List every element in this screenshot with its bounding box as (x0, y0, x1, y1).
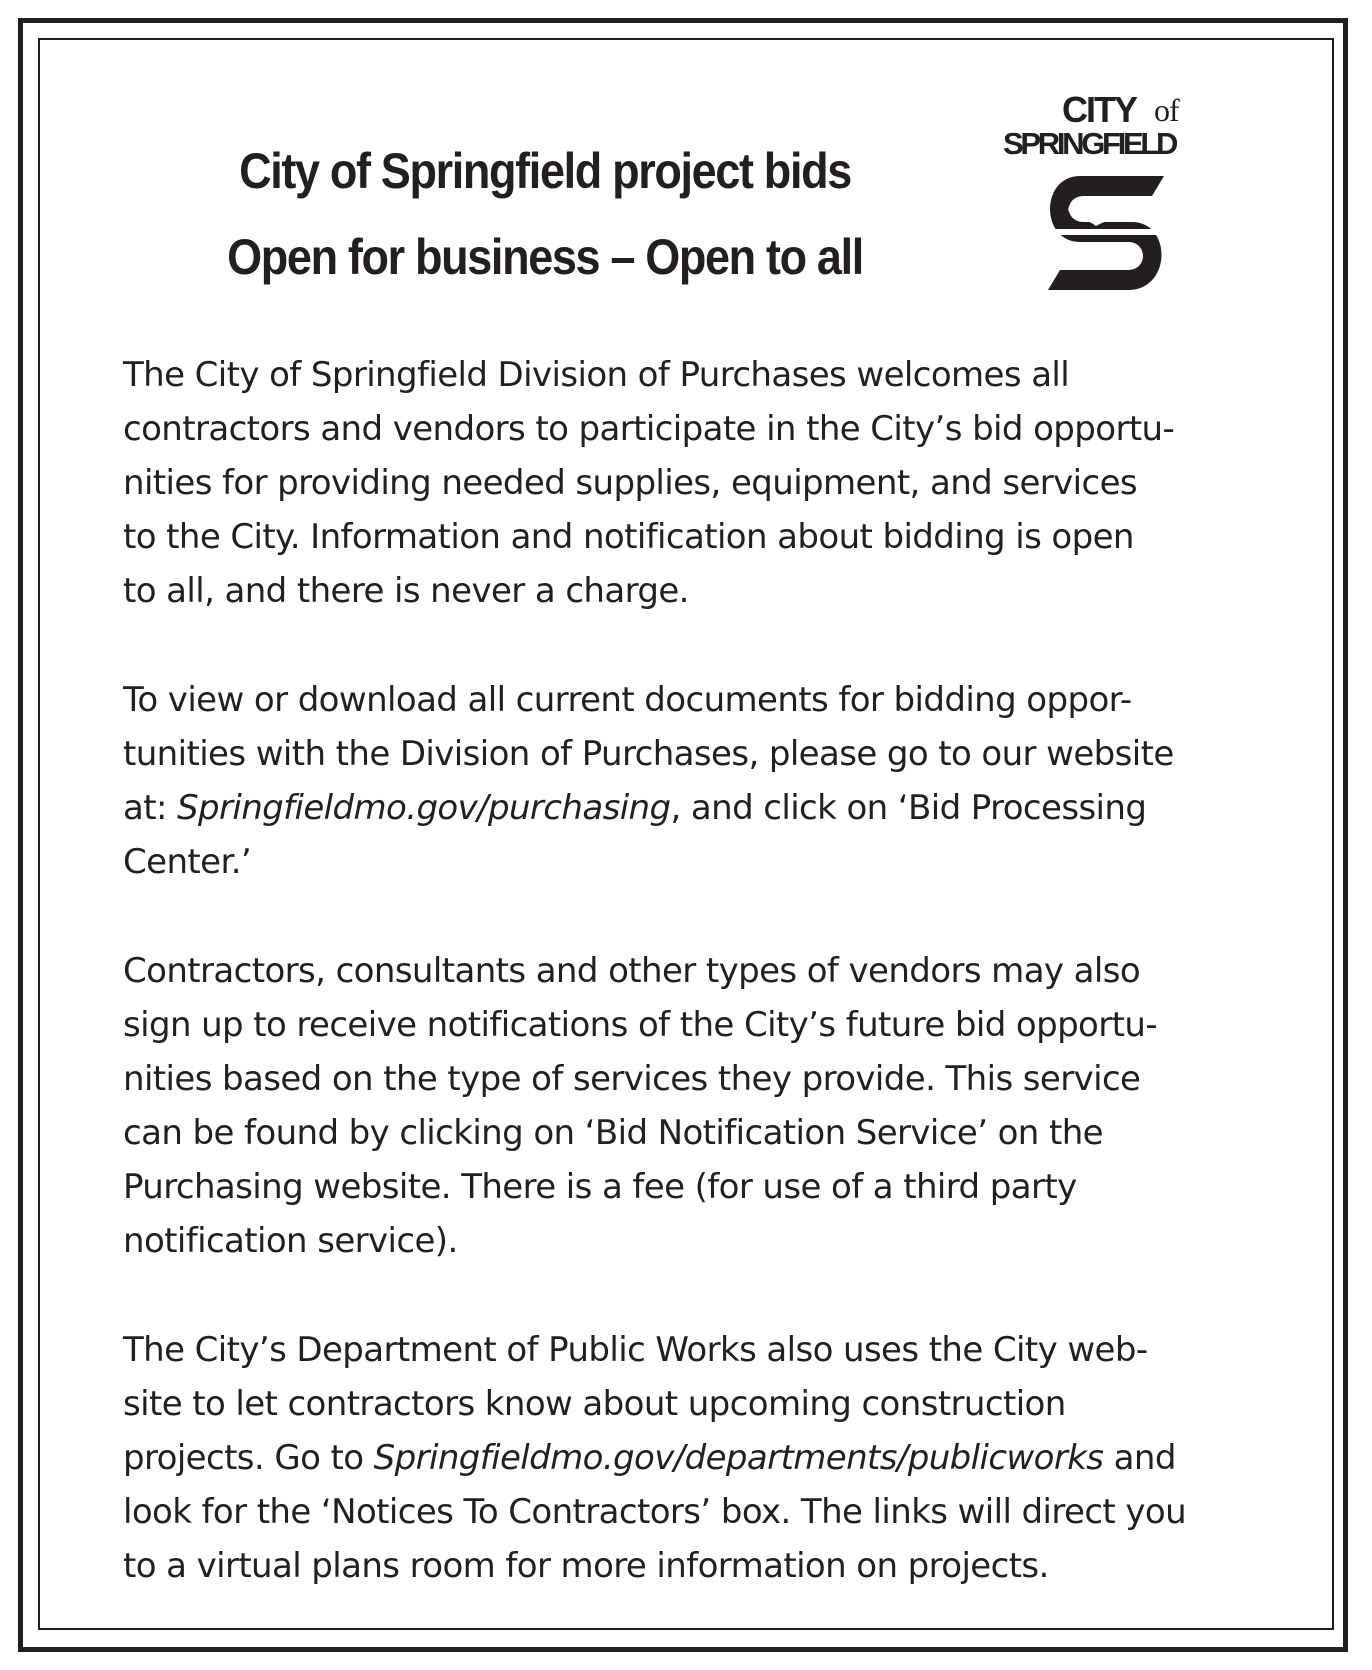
purchasing-url: Springfieldmo.gov/purchasing (177, 788, 671, 828)
text-line: To view or download all current documents for bidding oppor- (123, 680, 1132, 720)
logo-s-mark-icon (1044, 172, 1168, 294)
text-fragment: and (1103, 1438, 1176, 1478)
paragraph-public-works (123, 1323, 1273, 1593)
text-line: notification service). (123, 1221, 458, 1261)
body-text (123, 348, 1273, 1648)
text-line: sign up to receive notifications of the City’s future bid opportu- (123, 1005, 1157, 1045)
text-line (123, 1431, 1273, 1485)
text-line: Center.’ (123, 842, 252, 882)
text-line: tunities with the Division of Purchases, please go to our website (123, 734, 1174, 774)
text-fragment: , and click on ‘Bid Processing (670, 788, 1147, 828)
logo-city-text: CITY (1062, 89, 1137, 130)
logo-springfield-text: SPRINGFIELD (1003, 126, 1176, 161)
text-line: to the City. Information and notification about bidding is open (123, 517, 1134, 557)
paragraph-notifications (123, 944, 1273, 1268)
text-line: The City of Springfield Division of Purchases welcomes all (123, 355, 1070, 395)
text-line: contractors and vendors to participate in the City’s bid opportu- (123, 409, 1175, 449)
logo-of-text: of (1154, 92, 1179, 128)
paragraph-welcome (123, 348, 1273, 618)
text-line: to a virtual plans room for more information on projects. (123, 1546, 1049, 1586)
text-line: can be found by clicking on ‘Bid Notification Service’ on the (123, 1113, 1103, 1153)
text-line: site to let contractors know about upcoming construction (123, 1384, 1066, 1424)
text-line: to all, and there is never a charge. (123, 571, 689, 611)
text-fragment: projects. Go to (123, 1438, 374, 1478)
headline-line-2: Open for business – Open to all (227, 229, 863, 285)
text-line: nities based on the type of services they provide. This service (123, 1059, 1141, 1099)
city-of-springfield-logo (1000, 86, 1230, 306)
text-line: Contractors, consultants and other types of vendors may also (123, 951, 1141, 991)
text-line: The City’s Department of Public Works also uses the City web- (123, 1330, 1148, 1370)
headline-line-1: City of Springfield project bids (239, 143, 851, 199)
text-line (123, 781, 1273, 835)
headline (145, 128, 946, 300)
text-line: look for the ‘Notices To Contractors’ box. The links will direct you (123, 1492, 1187, 1532)
text-line: nities for providing needed supplies, equipment, and services (123, 463, 1138, 503)
text-line: Purchasing website. There is a fee (for use of a third party (123, 1167, 1077, 1207)
text-fragment: at: (123, 788, 178, 828)
public-works-url: Springfieldmo.gov/departments/publicworks (373, 1438, 1104, 1478)
paragraph-download-documents (123, 673, 1273, 889)
